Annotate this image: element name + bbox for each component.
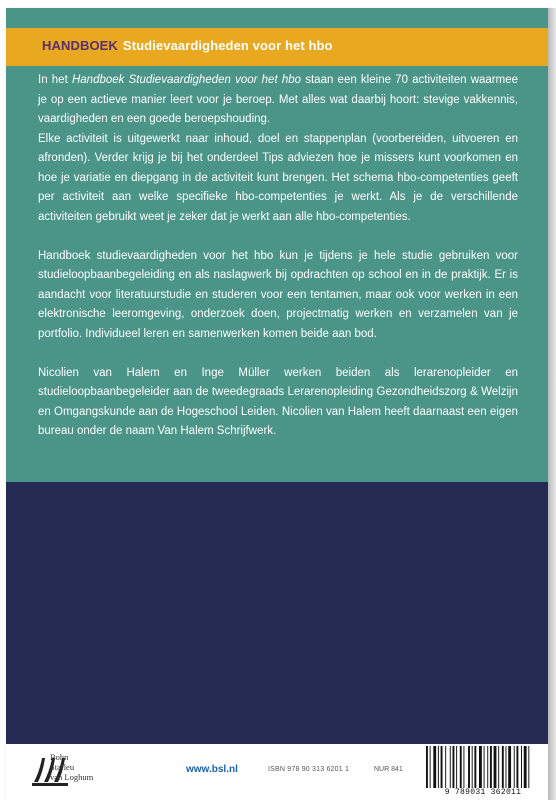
intro-italic-title: Handboek Studievaardigheden voor het hbo — [71, 74, 302, 86]
nur-code: NUR 841 — [374, 766, 403, 773]
paragraph-activities: Elke activiteit is uitgewerkt naar inhoud, doel en stappenplan (voorbereiden, uitvoeren en afronden). Verder krijg je bij het onderdeel Tips adviezen hoe je missers kunt voorkomen en hoe je variatie en diepgang in de activiteit kunt brengen. Het schema hbo-competenties geeft per activiteit aan welke specifieke hbo-competenties je werkt. Als je de verschillende activiteiten gebruikt weet je zeker dat je werkt aan alle hbo-competenties. — [38, 132, 518, 223]
publisher-website-link[interactable]: www.bsl.nl — [186, 764, 238, 775]
barcode-digits: 9 789031 362011 — [444, 788, 522, 797]
intro-prefix: In het — [38, 74, 72, 86]
intro-suffix: staan een kleine 70 activiteiten waarmee je op een actieve manier leert voor je beroep. Met alles wat daarbij hoort: stevige vakkennis, vaardigheden en een goede beroepshouding. — [38, 74, 518, 125]
publisher-line-3: van Loghum — [50, 772, 94, 782]
footer-strip — [6, 744, 550, 800]
paragraph-usage: Handboek studievaardigheden voor het hbo kun je tijdens je hele studie gebruiken voor studieloopbaanbegeleiding en als naslagwerk bij opdrachten op school en in de praktijk. Er is aandacht voor literatuurstudie en studeren voor een tentamen, maar ook voor werken in een elektronische leeromgeving, onderzoek doen, projectmatig werken en verzamelen van je portfolio. Individueel leren en samenwerken komen beide aan bod. — [38, 249, 518, 340]
book-back-cover — [6, 8, 550, 800]
isbn-number: ISBN 978 90 313 6201 1 — [268, 766, 350, 773]
publisher-line-2: Stafleu — [50, 762, 75, 772]
paragraph-authors: Nicolien van Halem en Inge Müller werken beiden als lerarenopleider en studieloopbaanbegeleider aan de tweedegraads Lerarenopleiding Gezondheidszorg & Welzijn en Omgangskunde aan de Hogeschool Leiden. Nicolien van Halem heeft daarnaast een eigen bureau onder de naam Van Halem Schrijfwerk. — [38, 366, 518, 437]
blurb — [38, 71, 518, 442]
title-label: HANDBOEK — [42, 38, 118, 53]
publisher-name — [50, 752, 93, 782]
title-text: Studievaardigheden voor het hbo — [122, 38, 333, 53]
paragraph-intro — [38, 71, 518, 130]
title-band — [6, 28, 550, 66]
dark-panel — [6, 482, 550, 744]
publisher-line-1: Bohn — [50, 752, 69, 762]
page-edges — [548, 8, 556, 800]
book-title — [42, 38, 333, 53]
